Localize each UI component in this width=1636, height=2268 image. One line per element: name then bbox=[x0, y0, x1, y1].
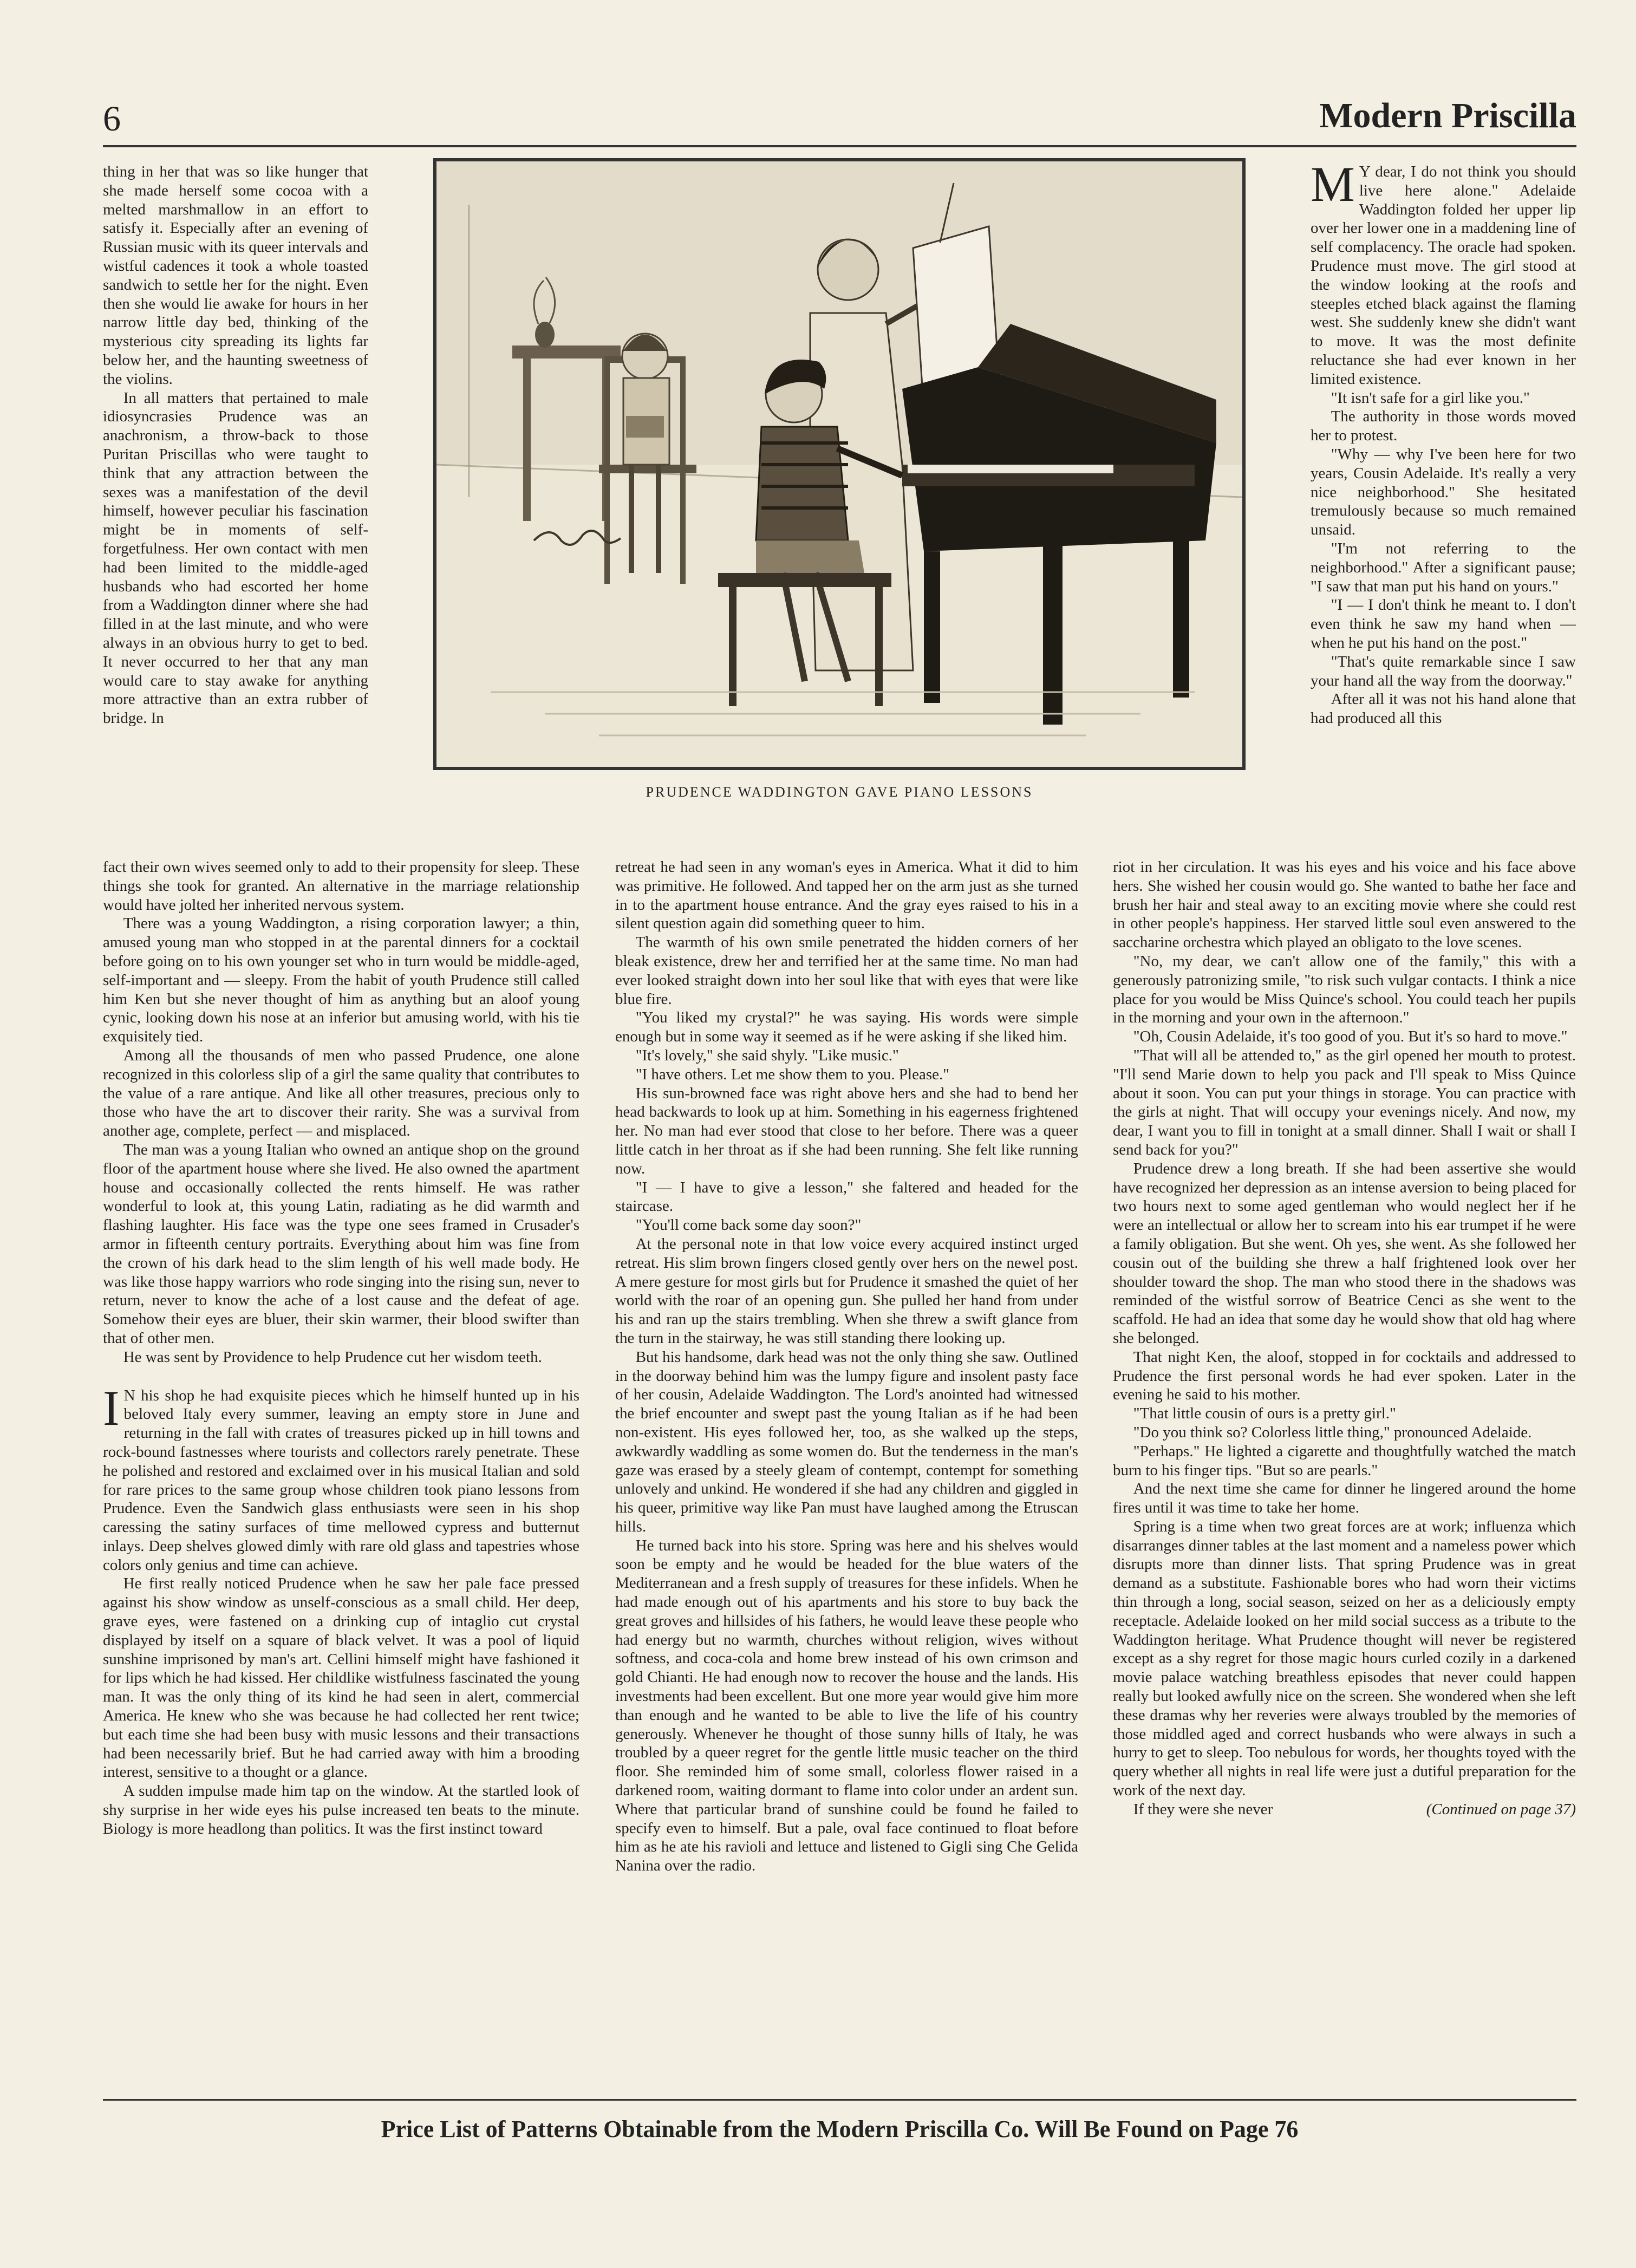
paragraph: "I — I don't think he meant to. I don't even think he saw my hand when — when he put his hand on the post." bbox=[1311, 596, 1576, 651]
paragraph: "That's quite remarkable since I saw your hand all the way from the doorway." bbox=[1311, 653, 1576, 689]
paragraph: "It's lovely," she said shyly. "Like music." bbox=[635, 1046, 899, 1064]
paragraph: There was a young Waddington, a rising corporation lawyer; a thin, amused young man who stopped in at the parental dinners for a cocktail before going on to his own younger set who in turn would be middle-aged, self-important and — sleepy. From the habit of youth Prudence still called him Ken but she never thought of him as anything but an aloof young cynic, looking down his nose at an inferior but amusing world, with his tie exquisitely tied. bbox=[103, 915, 579, 1046]
paragraph: "You'll come back some day soon?" bbox=[635, 1216, 862, 1234]
paragraph: "I — I have to give a lesson," she faltered and headed for the staircase. bbox=[615, 1178, 1078, 1215]
paragraph: "Oh, Cousin Adelaide, it's too good of you. But it's so hard to move." bbox=[1133, 1028, 1568, 1046]
paragraph-text: If they were she never bbox=[1133, 1800, 1273, 1818]
paragraph-text: Y dear, I do not think you should live here alone." Adelaide Waddington folded her upper lip over her lower one in a maddening line of self complacency. The oracle had spoken. Prudence must move. The girl stood at the window looking at the roofs and steeples etched black against the flaming west. She suddenly knew she didn't want to move. It was the most definite reluctance she had ever known in her limited existence. bbox=[1311, 163, 1576, 388]
paragraph: A sudden impulse made him tap on the window. At the startled look of shy surprise in her wide eyes his pulse increased ten beats to the minute. Biology is more headlong than politics. It was the first instinct toward bbox=[103, 1782, 579, 1837]
illustration-piano-lesson bbox=[433, 158, 1246, 770]
illustration-caption: PRUDENCE WADDINGTON GAVE PIANO LESSONS bbox=[646, 784, 1033, 800]
paragraph: "Perhaps." He lighted a cigarette and thoughtfully watched the match burn to his finger tips. "But so are pearls." bbox=[1113, 1442, 1576, 1479]
paragraph: "No, my dear, we can't allow one of the family," this with a generously patronizing smile, "to risk such vulgar contacts. I think a nice place for you would be Miss Quince's school. You could teach her pupils in the morning and your own in the afternoon." bbox=[1113, 952, 1576, 1027]
paragraph: The warmth of his own smile penetrated the hidden corners of her bleak existence, drew her and terrified her at the same time. No man had ever looked straight down into her soul like that with eyes that were like blue fire. bbox=[615, 934, 1078, 1008]
paragraph: fact their own wives seemed only to add to their propensity for sleep. These things she took for granted. An alternative in the marriage relationship would have jolted her inherited nervous system. bbox=[103, 858, 579, 914]
paragraph: But his handsome, dark head was not the only thing she saw. Outlined in the doorway behind him was the lumpy figure and insolent pasty face of her cousin, Adelaide Waddington. The Lord's anointed had witnessed the brief encounter and swept past the young Italian as if he had been non-existent. His eyes followed her, too, as she walked up the steps, awkwardly waddling as some women do. But the tenderness in the man's gaze was erased by a steely gleam of contempt, contempt for something unlovely and unkind. He wondered if she had any children and giggled in his queer, primitive way like Pan must have laughed among the Etruscan hills. bbox=[615, 1348, 1078, 1535]
running-head: Modern Priscilla bbox=[1319, 96, 1576, 135]
paragraph: He was sent by Providence to help Prudence cut her wisdom teeth. bbox=[123, 1348, 542, 1366]
paragraph: Among all the thousands of men who passed Prudence, one alone recognized in this colorless slip of a girl the same quality that contributes to the value of a rare antique. And like all other treasures, precious only to those who have the art to discover their rarity. She was a survival from another age, complete, perfect — and misplaced. bbox=[103, 1046, 579, 1140]
paragraph bbox=[1113, 1800, 1576, 1819]
paragraph: "That will all be attended to," as the girl opened her mouth to protest. "I'll send Marie down to help you pack and I'll speak to Miss Quince about it soon. You can put your things in storage. You can practice with the girls at night. That will occupy your evenings nicely. And now, my dear, I want you to fill in tonight at a small dinner. Shall I wait or shall I send back for you?" bbox=[1113, 1046, 1576, 1158]
paragraph: thing in her that was so like hunger that she made herself some cocoa with a melted marshmallow in an effort to satisfy it. Especially after an evening of Russian music with its queer intervals and wistful cadences it took a whole toasted sandwich to settle her for the night. Even then she would lie awake for hours in her narrow little day bed, thinking of the mysterious city spreading its lights far below her, and the haunting sweetness of the violins. bbox=[103, 163, 368, 388]
paragraph: That night Ken, the aloof, stopped in for cocktails and addressed to Prudence the first personal words he had ever spoken. Later in the evening he said to his mother. bbox=[1113, 1348, 1576, 1404]
paragraph: After all it was not his hand alone that had produced all this bbox=[1311, 690, 1576, 727]
paragraph: "Why — why I've been here for two years, Cousin Adelaide. It's really a very nice neighborhood." She hesitated tremulously because so much remained unsaid. bbox=[1311, 445, 1576, 539]
paragraph: "I'm not referring to the neighborhood." After a significant pause; "I saw that man put his hand on yours." bbox=[1311, 539, 1576, 595]
section-opening bbox=[103, 1380, 579, 1575]
paragraph: riot in her circulation. It was his eyes and his voice and his face above hers. She wished her cousin would go. She wanted to bathe her face and brush her hair and steal away to an exciting movie where she could rest in other people's happiness. Her starved little soul even answered to the saccharine orchestra which played an obligato to the love scenes. bbox=[1113, 858, 1576, 951]
drop-cap: M bbox=[1311, 162, 1355, 212]
paragraph: In all matters that pertained to male idiosyncrasies Prudence was an anachronism, a throw-back to those Puritan Priscillas who were taught to think that any attraction between the sexes was a manifestation of the devil himself, however peculiar his fascination might be in moments of self-forgetfulness. Her own contact with men had been limited to the middle-aged husbands who had escorted her home from a Waddington dinner where she had filled in at the last minute, and who were always in an obvious hurry to get to bed. It never occurred to her that any man would care to stay awake for anything more attractive than an extra rubber of bridge. In bbox=[103, 389, 368, 727]
paragraph: His sun-browned face was right above hers and she had to bend her head backwards to look up at him. Something in his eagerness frightened her. No man had ever stood that close to her before. There was a queer little catch in her throat as if she had been running. She felt like running now. bbox=[615, 1084, 1078, 1177]
paragraph: "Do you think so? Colorless little thing," pronounced Adelaide. bbox=[1133, 1423, 1532, 1441]
paragraph: At the personal note in that low voice every acquired instinct urged retreat. His slim brown fingers closed gently over hers on the newel post. A mere gesture for most girls but for Prudence it smashed the quiet of her world with the roar of an opening gun. She pulled her hand from under his and ran up the stairs trembling. When she threw a swift glance from the turn in the stairway, he was still standing there looking up. bbox=[615, 1235, 1078, 1347]
paragraph: And the next time she came for dinner he lingered around the home fires until it was time to take her home. bbox=[1113, 1480, 1576, 1517]
paragraph: "You liked my crystal?" he was saying. His words were simple enough but in some way it seemed as if he were asking if she liked him. bbox=[615, 1009, 1078, 1046]
paragraph: He turned back into his store. Spring was here and his shelves would soon be empty and he would be headed for the blue waters of the Mediterranean and a fresh supply of treasures for these infidels. When he had made enough out of his apartments and his store to buy back the great groves and hillsides of his fathers, he would leave these people who had energy but no warmth, churches without religion, wives without softness, and coca-cola and home brew instead of his own crimson and gold Chianti. He had enough now to recover the house and the lands. His investments had been excellent. But one more year would give him more than enough and he wanted to be able to live the life of his country generously. Whenever he thought of those sunny hills of Italy, he was troubled by a queer regret for the gentle little music teacher on the third floor. She reminded him of some small, colorless flower raised in a darkened room, waiting dormant to flame into color under an ardent sun. Where that particular brand of sunshine could be found he failed to specify even to himself. But a pale, oval face continued to float before him as he ate his ravioli and lettuce and listened to Gigli sing Che Gelida Nanina over the radio. bbox=[615, 1536, 1078, 1875]
paragraph: "That little cousin of ours is a pretty girl." bbox=[1133, 1405, 1396, 1423]
footer-notice: Price List of Patterns Obtainable from the Modern Priscilla Co. Will Be Found on Page 76 bbox=[381, 2116, 1299, 2142]
paragraph: "It isn't safe for a girl like you." bbox=[1331, 389, 1530, 407]
drop-cap: I bbox=[103, 1380, 120, 1436]
column-1-wide bbox=[103, 858, 579, 2090]
section-opening bbox=[1311, 162, 1576, 389]
paragraph-text: N his shop he had exquisite pieces which he himself hunted up in his beloved Italy every summer, leaving an empty store in June and returning in the fall with crates of treasures picked up in hill towns and rock-bound fastnesses where tourists and collectors rarely penetrate. These he polished and restored and exclaimed over in his musical Italian and sold for rare prices to the same group whose children took piano lessons from Prudence. Even the Sandwich glass enthusiasts were seen in his shop caressing the satiny surfaces of time mellowed cypress and butternut inlays. Deep shelves glowed dimly with rare old glass and tapestries whose colors only genius and time can achieve. bbox=[103, 1386, 579, 1574]
paragraph: retreat he had seen in any woman's eyes in America. What it did to him was primitive. He followed. And tapped her on the arm just as she turned in to the apartment house entrance. And the gray eyes raised to his in a silent question again did something queer to him. bbox=[615, 858, 1078, 933]
column-3-narrow bbox=[1311, 162, 1576, 855]
paragraph: The authority in those words moved her to protest. bbox=[1311, 408, 1576, 445]
paragraph: Prudence drew a long breath. If she had been assertive she would have recognized her depression as an intense aversion to being placed for two hours next to some aged gentleman who would neglect her if he were an intellectual or allow her to scream into his ear trumpet if he were a family obligation. But she went. Oh yes, she went. As she followed her cousin out of the building she threw a half frightened look over her shoulder toward the shop. The man who stood there in the shadows was reminded of the wistful sorrow of Beatrice Cenci as she went to the scaffold. He had an idea that some day he would show that old hag where she belonged. bbox=[1113, 1159, 1576, 1347]
paragraph: The man was a young Italian who owned an antique shop on the ground floor of the apartment house where she lived. He also owned the apartment house and occasionally collected the rents himself. He was rather wonderful to look at, this young Latin, radiating as he did warmth and flashing laughter. His face was the type one sees framed in Crusader's armor in fifteenth century portraits. Everything about him was fine from the crown of his dark head to the slim length of his well made body. He was like those happy warriors who rode singing into the rising sun, never to return, never to know the ache of a lost cause and the defeat of age. Somehow their eyes are bluer, their skin warmer, their blood swifter than that of other men. bbox=[103, 1140, 579, 1347]
piano-lesson-drawing bbox=[436, 161, 1242, 767]
footer-rule bbox=[103, 2099, 1576, 2101]
column-1-narrow bbox=[103, 162, 368, 855]
paragraph: He first really noticed Prudence when he saw her pale face pressed against his show window as unself-conscious as a small child. Her deep, grave eyes, were fastened on a drinking cup of intaglio cut crystal displayed by itself on a square of black velvet. It was a pool of liquid sunshine imprisoned by man's art. Cellini himself might have fashioned it for lips which he had kissed. Her childlike wistfulness fascinated the young man. It was the only thing of its kind he had seen in alert, commercial America. He knew who she was because he had collected her rent twice; but each time she had been busy with music lessons and their transactions had been necessarily brief. But he had carried away with him a brooding interest, sensitive to a thought or a glance. bbox=[103, 1575, 579, 1781]
paragraph: "I have others. Let me show them to you. Please." bbox=[635, 1065, 950, 1083]
header-rule bbox=[103, 145, 1576, 147]
page-number: 6 bbox=[103, 99, 121, 139]
continued-link[interactable]: (Continued on page 37) bbox=[1426, 1800, 1576, 1818]
column-3-wide bbox=[1113, 858, 1576, 2090]
paragraph: Spring is a time when two great forces are at work; influenza which disarranges dinner tables at the last moment and a nameless power which disrupts more than dinner lists. That spring Prudence was in great demand as a substitute. Fashionable bores who had worn their victims thin through a long, social season, seized on her as a deliciously empty receptacle. Adelaide looked on her mild social success as a tribute to the Waddington heritage. What Prudence thought will never be registered except as a shy regret for those magic hours curled cozily in a darkened movie palace watching breathless episodes that never could happen really but looked awfully nice on the screen. She wondered when she left these dramas why her reveries were always troubled by the memories of those middled aged and correct husbands who were always in such a hurry to get to sleep. Too nebulous for words, her thoughts toyed with the query whether all nights in real life were just a dutiful preparation for the work of the next day. bbox=[1113, 1517, 1576, 1800]
column-2 bbox=[615, 858, 1078, 2090]
